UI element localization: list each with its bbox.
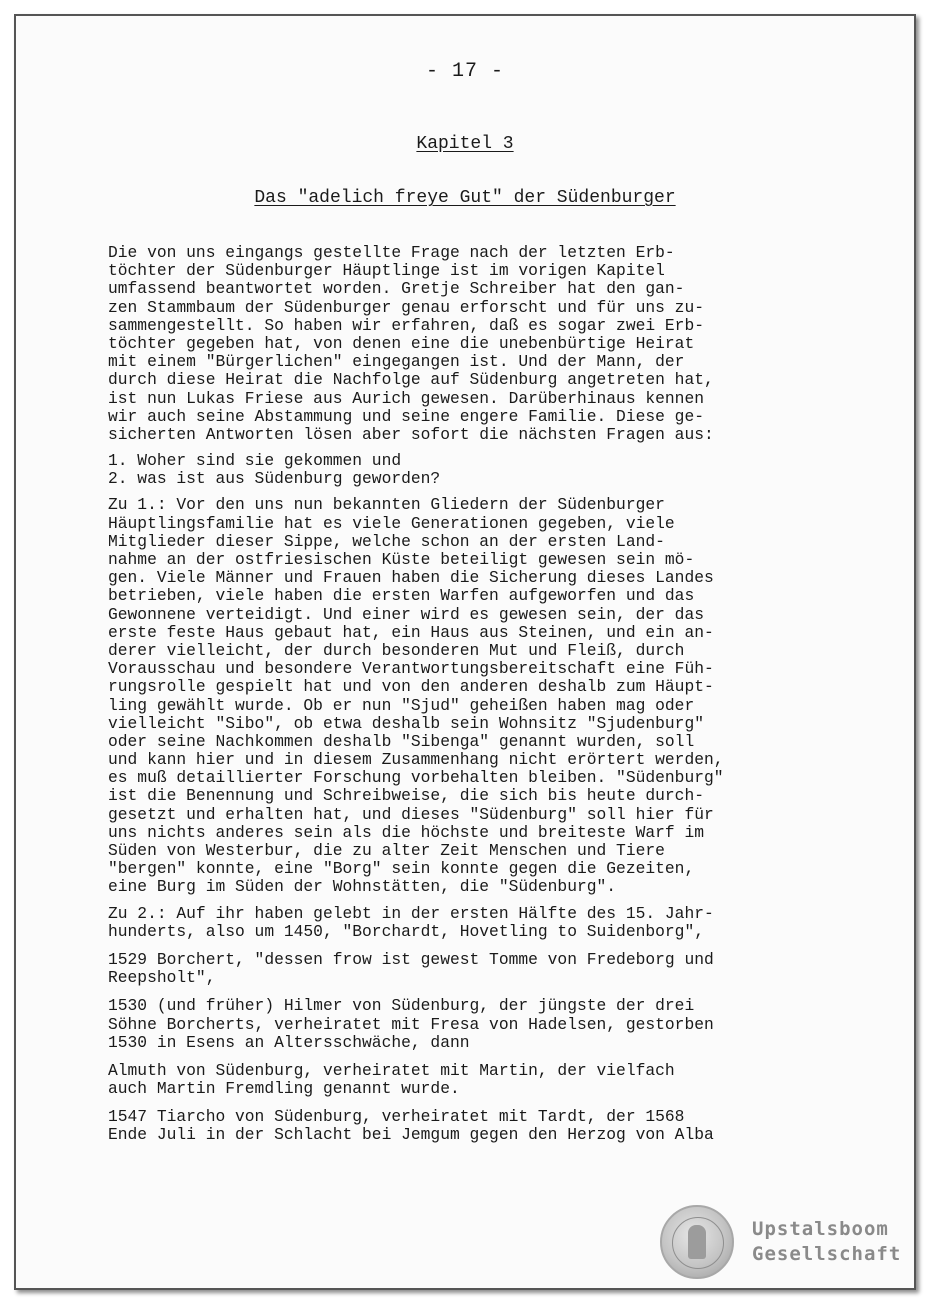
paragraph-answer-1	[108, 496, 824, 896]
organization-name	[752, 1217, 901, 1267]
text-line: und kann hier und in diesem Zusammenhang nicht erörtert werden,	[108, 750, 724, 770]
text-line: hunderts, also um 1450, "Borchardt, Hovetling to Suidenborg",	[108, 921, 704, 941]
text-line: Häuptlingsfamilie hat es viele Generationen gegeben, viele	[108, 513, 675, 533]
text-line: Söhne Borcherts, verheiratet mit Fresa von Hadelsen, gestorben	[108, 1014, 714, 1034]
text-line: zen Stammbaum der Südenburger genau erforscht und für uns zu-	[108, 297, 704, 317]
text-line: mit einem "Bürgerlichen" eingegangen ist. Und der Mann, der	[108, 352, 685, 372]
text-line: umfassend beantwortet worden. Gretje Schreiber hat den gan-	[108, 279, 685, 299]
text-line: nahme an der ostfriesischen Küste beteiligt gewesen sein mö-	[108, 550, 695, 569]
text-line: Vorausschau und besondere Verantwortungsbereitschaft eine Füh-	[108, 659, 714, 679]
text-line: ling gewählt wurde. Ob er nun "Sjud" geheißen haben mag oder	[108, 695, 695, 715]
text-line: rungsrolle gespielt hat und von den anderen deshalb zum Häupt-	[108, 677, 714, 697]
entry-1530	[108, 997, 824, 1052]
text-line: 1529 Borchert, "dessen frow ist gewest Tomme von Fredeborg und	[108, 949, 714, 969]
text-line: Süden von Westerbur, die zu alter Zeit Menschen und Tiere	[108, 841, 665, 860]
text-line: uns nichts anderes sein als die höchste und breiteste Warf im	[108, 822, 704, 842]
text-line: erste feste Haus gebaut hat, ein Haus aus Steinen, und ein an-	[108, 622, 714, 642]
text-line: Gewonnene verteidigt. Und einer wird es gewesen sein, der das	[108, 604, 704, 624]
text-line: durch diese Heirat die Nachfolge auf Südenburg angetreten hat,	[108, 370, 714, 390]
watermark-logo	[660, 1205, 901, 1279]
entry-1529	[108, 951, 824, 987]
chapter-title: Kapitel 3	[416, 134, 514, 154]
entry-almuth	[108, 1062, 824, 1098]
paragraph-answer-2	[108, 905, 824, 941]
document-body	[108, 244, 824, 1145]
text-line: töchter gegeben hat, von denen eine die unebenbürtige Heirat	[108, 333, 695, 353]
organization-name-line2: Gesellschaft	[752, 1243, 902, 1265]
text-line: betrieben, viele haben die ersten Warfen aufgeworfen und das	[108, 586, 695, 606]
text-line: eine Burg im Süden der Wohnstätten, die "Südenburg".	[108, 877, 617, 897]
text-line: 1530 (und früher) Hilmer von Südenburg, der jüngste der drei	[108, 996, 695, 1016]
text-line: wir auch seine Abstammung und seine engere Familie. Diese ge-	[108, 406, 704, 426]
text-line: auch Martin Fremdling genannt wurde.	[108, 1079, 460, 1099]
text-line: Zu 1.: Vor den uns nun bekannten Gliedern der Südenburger	[108, 495, 665, 515]
text-line: es muß detaillierter Forschung vorbehalten bleiben. "Südenburg"	[108, 768, 724, 788]
text-line: derer vielleicht, der durch besonderen Mut und Fleiß, durch	[108, 640, 685, 660]
text-line: 1547 Tiarcho von Südenburg, verheiratet mit Tardt, der 1568	[108, 1107, 685, 1127]
entry-1547	[108, 1108, 824, 1144]
seal-icon	[660, 1205, 734, 1279]
text-line: ist nun Lukas Friese aus Aurich gewesen. Darüberhinaus kennen	[108, 388, 704, 408]
text-line: Reepsholt",	[108, 968, 216, 988]
organization-name-line1: Upstalsboom	[752, 1218, 889, 1240]
text-line: gesetzt und erhalten hat, und dieses "Südenburg" soll hier für	[108, 804, 714, 824]
text-line: gen. Viele Männer und Frauen haben die Sicherung dieses Landes	[108, 568, 714, 588]
text-line: Zu 2.: Auf ihr haben gelebt in der ersten Hälfte des 15. Jahr-	[108, 903, 714, 923]
section-subtitle	[0, 188, 930, 208]
text-line: Mitglieder dieser Sippe, welche schon an der ersten Land-	[108, 531, 665, 551]
subtitle-text: Das "adelich freye Gut" der Südenburger	[254, 188, 676, 208]
text-line: töchter der Südenburger Häuptlinge ist im vorigen Kapitel	[108, 261, 665, 281]
page-number: - 17 -	[425, 60, 504, 83]
text-line: oder seine Nachkommen deshalb "Sibenga" genannt wurden, soll	[108, 731, 695, 751]
text-line: vielleicht "Sibo", ob etwa deshalb sein Wohnsitz "Sjudenburg"	[108, 713, 704, 733]
text-line: Ende Juli in der Schlacht bei Jemgum gegen den Herzog von Alba	[108, 1125, 714, 1145]
list-item: 2. was ist aus Südenburg geworden?	[108, 469, 441, 489]
paragraph-intro	[108, 244, 824, 444]
text-line: ist die Benennung und Schreibweise, die sich bis heute durch-	[108, 786, 704, 806]
list-item: 1. Woher sind sie gekommen und	[108, 451, 402, 471]
text-line: Die von uns eingangs gestellte Frage nach der letzten Erb-	[108, 243, 675, 262]
question-list	[108, 452, 824, 488]
text-line: Almuth von Südenburg, verheiratet mit Martin, der vielfach	[108, 1060, 675, 1080]
text-line: sicherten Antworten lösen aber sofort die nächsten Fragen aus:	[108, 424, 714, 444]
text-line: "bergen" konnte, eine "Borg" sein konnte gegen die Gezeiten,	[108, 859, 695, 879]
chapter-heading	[0, 134, 930, 154]
text-line: sammengestellt. So haben wir erfahren, daß es sogar zwei Erb-	[108, 315, 704, 335]
text-line: 1530 in Esens an Altersschwäche, dann	[108, 1032, 470, 1052]
